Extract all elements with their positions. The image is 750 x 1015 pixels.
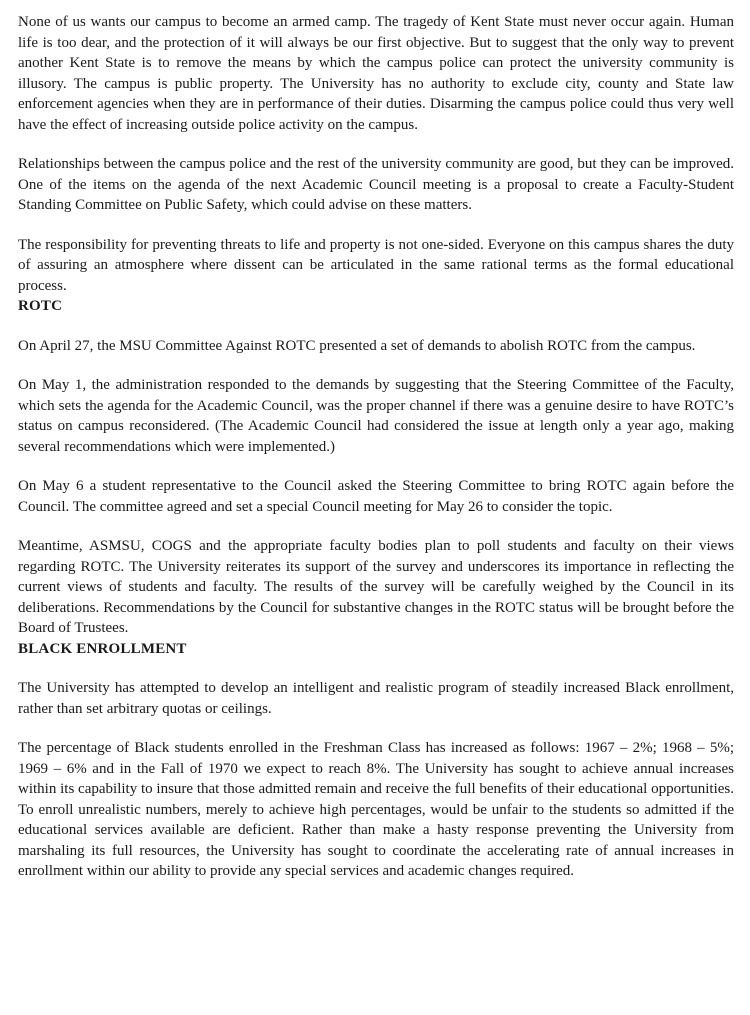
document-page [18,12,734,882]
paragraph-rotc-survey: Meantime, ASMSU, COGS and the appropriate faculty bodies plan to poll students and faculty on their views regarding ROTC. The University reiterates its support of the survey and underscores its importance in reflecting the current views of students and faculty. The results of the survey will be carefully weighed by the Council in its deliberations. Recommendations by the Council for substantive changes in the ROTC status will be brought before the Board of Trustees. [18,538,734,636]
paragraph-campus-police-relations: Relationships between the campus police and the rest of the university community are good, but they can be improved. One of the items on the agenda of the next Academic Council meeting is a proposal to create a Faculty-Student Standing Committee on Public Safety, which could advise on these matters. [18,156,734,213]
section-heading-rotc: ROTC [18,298,63,314]
paragraph-enrollment-program: The University has attempted to develop an intelligent and realistic program of steadily increased Black enrollment, rather than set arbitrary quotas or ceilings. [18,680,734,717]
paragraph-armed-camp: None of us wants our campus to become an armed camp. The tragedy of Kent State must never occur again. Human life is too dear, and the protection of it will always be our first objective. But to suggest that the only way to prevent another Kent State is to remove the means by which the campus police can protect the university community is illusory. The campus is public property. The University has no authority to exclude city, county and State law enforcement agencies when they are in performance of their duties. Disarming the campus police could thus very well have the effect of increasing outside police activity on the campus. [18,14,734,133]
paragraph-rotc-april-27: On April 27, the MSU Committee Against ROTC presented a set of demands to abolish ROTC from the campus. [18,337,696,354]
section-heading-black-enrollment: BLACK ENROLLMENT [18,640,187,657]
paragraph-rotc-may-1: On May 1, the administration responded to the demands by suggesting that the Steering Committee of the Faculty, which sets the agenda for the Academic Council, was the proper channel if there was a genuine desire to have ROTC’s status on campus reconsidered. (The Academic Council had considered the issue at length only a year ago, making several recommendations which were implemented.) [18,377,734,455]
paragraph-shared-responsibility: The responsibility for preventing threats to life and property is not one-sided. Everyone on this campus shares the duty of assuring an atmosphere where dissent can be articulated in the same rational terms as the formal educational process. [18,236,734,294]
paragraph-enrollment-percentages: The percentage of Black students enrolled in the Freshman Class has increased as follows: 1967 – 2%; 1968 – 5%; 1969 – 6% and in the Fall of 1970 we expect to reach 8%. The University has sought to achieve annual increases within its capability to insure that those admitted remain and receive the full benefits of their educational opportunities. To enroll unrealistic numbers, merely to achieve high percentages, would be unfair to the students so admitted if the educational services available are deficient. Rather than make a hasty response preventing the University from marshaling its full resources, the University has sought to coordinate the accelerating rate of annual increases in enrollment within our ability to provide any special services and academic changes required. [18,740,734,879]
paragraph-rotc-may-6: On May 6 a student representative to the Council asked the Steering Committee to bring ROTC again before the Council. The committee agreed and set a special Council meeting for May 26 to consider the topic. [18,478,734,515]
